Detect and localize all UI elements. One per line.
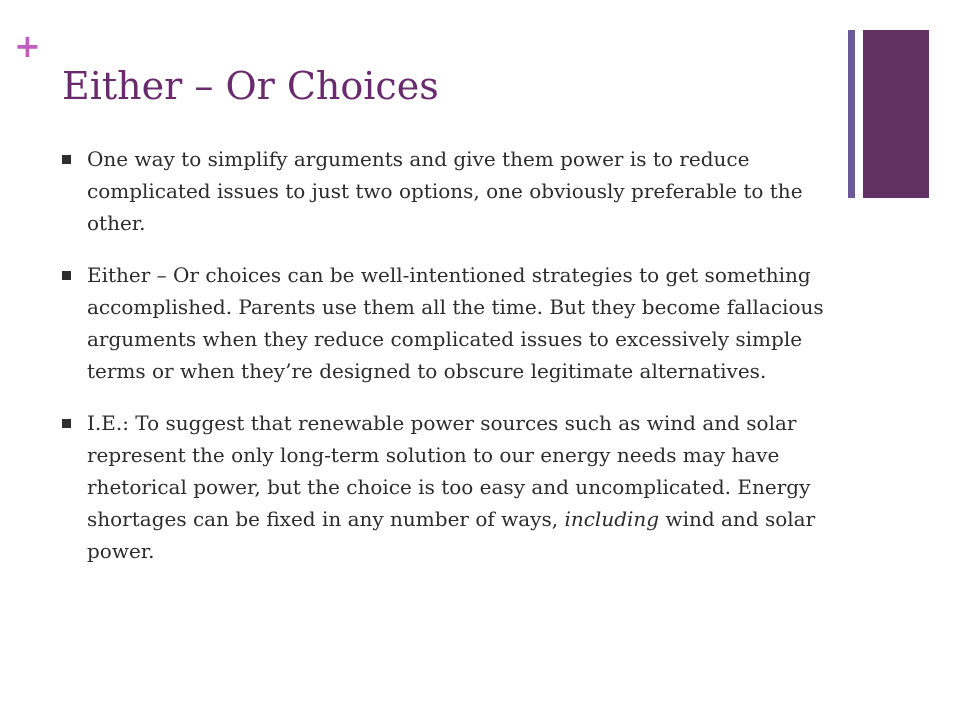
bullet-list bbox=[62, 143, 844, 587]
bullet-text-3-end: wind and solar power. bbox=[87, 507, 816, 563]
square-bullet-icon bbox=[62, 419, 71, 428]
slide-title: Either – Or Choices bbox=[62, 64, 439, 108]
square-bullet-icon bbox=[62, 155, 71, 164]
bullet-item-2 bbox=[62, 259, 844, 387]
square-bullet-icon bbox=[62, 271, 71, 280]
bullet-item-3 bbox=[62, 407, 844, 567]
decorative-bar-thin bbox=[848, 30, 855, 198]
bullet-text-2: Either – Or choices can be well-intentioned strategies to get something accomplished. Parents use them all the time. But they become fallacious arguments when they reduce complicated issues to excessively simple terms or when they’re designed to obscure legitimate alternatives. bbox=[87, 263, 824, 383]
emphasized-word: including bbox=[564, 507, 660, 531]
bullet-item-1 bbox=[62, 143, 844, 239]
bullet-text-3 bbox=[87, 411, 815, 563]
plus-icon: + bbox=[14, 27, 41, 65]
bullet-text-3-start: I.E.: To suggest that renewable power sources such as wind and solar represent the only long-term solution to our energy needs may have rhetorical power, but the choice is too easy and uncomplicated. Energy shortages can be fixed in any number of ways, bbox=[87, 411, 811, 531]
decorative-bar-thick bbox=[863, 30, 929, 198]
bullet-text-1: One way to simplify arguments and give them power is to reduce complicated issues to just two options, one obviously preferable to the other. bbox=[87, 147, 803, 235]
